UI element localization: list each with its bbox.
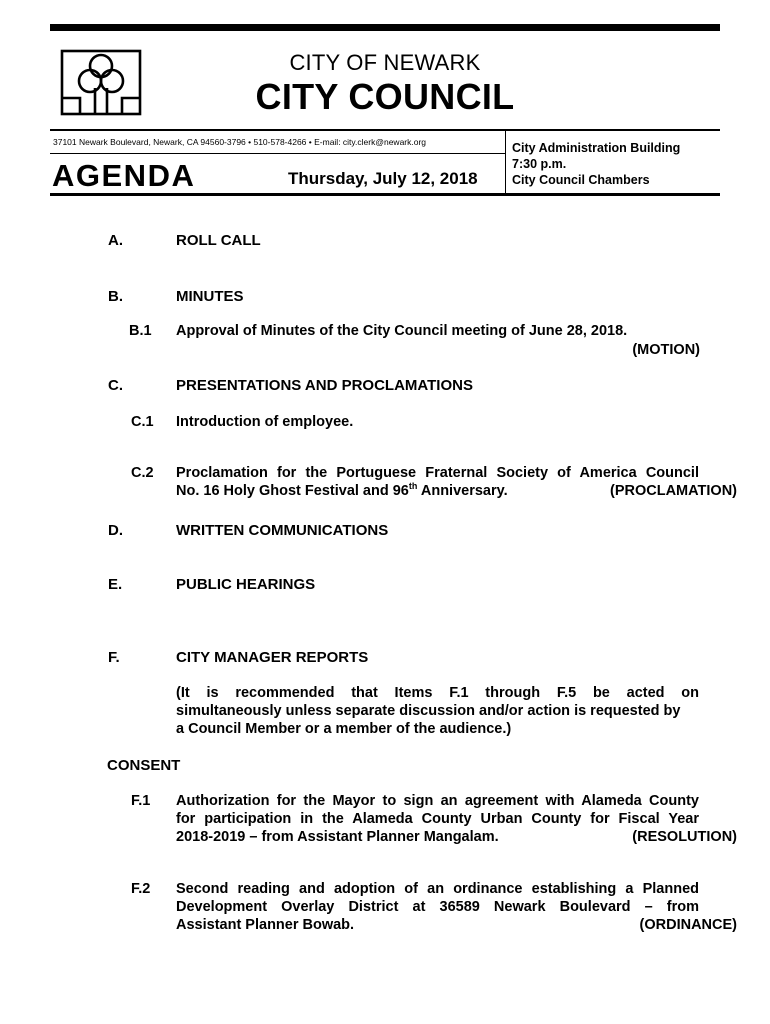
newark-tree-logo-icon [60,48,142,116]
item-c2-number: C.2 [131,465,154,481]
header-divider-vertical [505,129,506,193]
item-c2-tag: (PROCLAMATION) [610,483,737,499]
item-c2-text-line2: No. 16 Holy Ghost Festival and 96th Anniversary. [176,481,508,499]
section-d-title: WRITTEN COMMUNICATIONS [176,522,389,539]
city-of-heading: CITY OF NEWARK [289,50,481,75]
section-f-letter: F. [108,649,120,666]
ordinal-suffix: th [408,481,418,492]
section-f-note-line3: a Council Member or a member of the audience.) [176,721,512,737]
section-e-title: PUBLIC HEARINGS [176,576,316,593]
item-f2-text-line1: Second reading and adoption of an ordinance establishing a Planned [176,881,699,897]
section-d-letter: D. [108,522,123,539]
header-rule-middle [50,153,505,154]
item-b1-text: Approval of Minutes of the City Council meeting of June 28, 2018. [176,323,628,339]
item-c2-text-line1: Proclamation for the Portuguese Fraternal Society of America Council [176,465,699,481]
address-line: 37101 Newark Boulevard, Newark, CA 94560-3796 • 510-578-4266 • E-mail: city.clerk@newark.org [53,137,427,147]
section-f-note-line1: (It is recommended that Items F.1 through F.5 be acted on [176,685,699,701]
section-b-title: MINUTES [176,288,244,305]
section-f-title: CITY MANAGER REPORTS [176,649,369,666]
header-rule-top [50,129,720,131]
item-c1-text: Introduction of employee. [176,414,354,430]
item-c1-number: C.1 [131,414,154,430]
item-b1-tag: (MOTION) [632,342,700,358]
section-f-note-line2: simultaneously unless separate discussion and/or action is requested by [176,703,681,719]
location-chambers: City Council Chambers [512,173,650,187]
item-f1-text-line2: for participation in the Alameda County Urban County for Fiscal Year [176,811,699,827]
city-council-heading: CITY COUNCIL [255,76,515,117]
section-b-letter: B. [108,288,123,305]
section-a-letter: A. [108,232,123,249]
section-c-letter: C. [108,377,123,394]
item-f1-text-line1: Authorization for the Mayor to sign an agreement with Alameda County [176,793,699,809]
item-b1-number: B.1 [129,323,152,339]
item-f1-text-line3: 2018-2019 – from Assistant Planner Mangalam. [176,829,499,845]
meeting-date: Thursday, July 12, 2018 [288,169,478,188]
agenda-title: AGENDA [52,158,196,193]
top-rule [50,24,720,31]
consent-heading: CONSENT [107,757,181,774]
location-time: 7:30 p.m. [512,157,567,171]
item-f2-text-line3: Assistant Planner Bowab. [176,917,355,933]
item-f1-number: F.1 [131,793,151,809]
item-f1-tag: (RESOLUTION) [632,829,737,845]
section-c-title: PRESENTATIONS AND PROCLAMATIONS [176,377,473,394]
location-building: City Administration Building [512,141,681,155]
item-f2-number: F.2 [131,881,151,897]
section-e-letter: E. [108,576,123,593]
item-f2-tag: (ORDINANCE) [639,917,737,933]
item-f2-text-line2: Development Overlay District at 36589 Newark Boulevard – from [176,899,699,915]
section-a-title: ROLL CALL [176,232,261,249]
